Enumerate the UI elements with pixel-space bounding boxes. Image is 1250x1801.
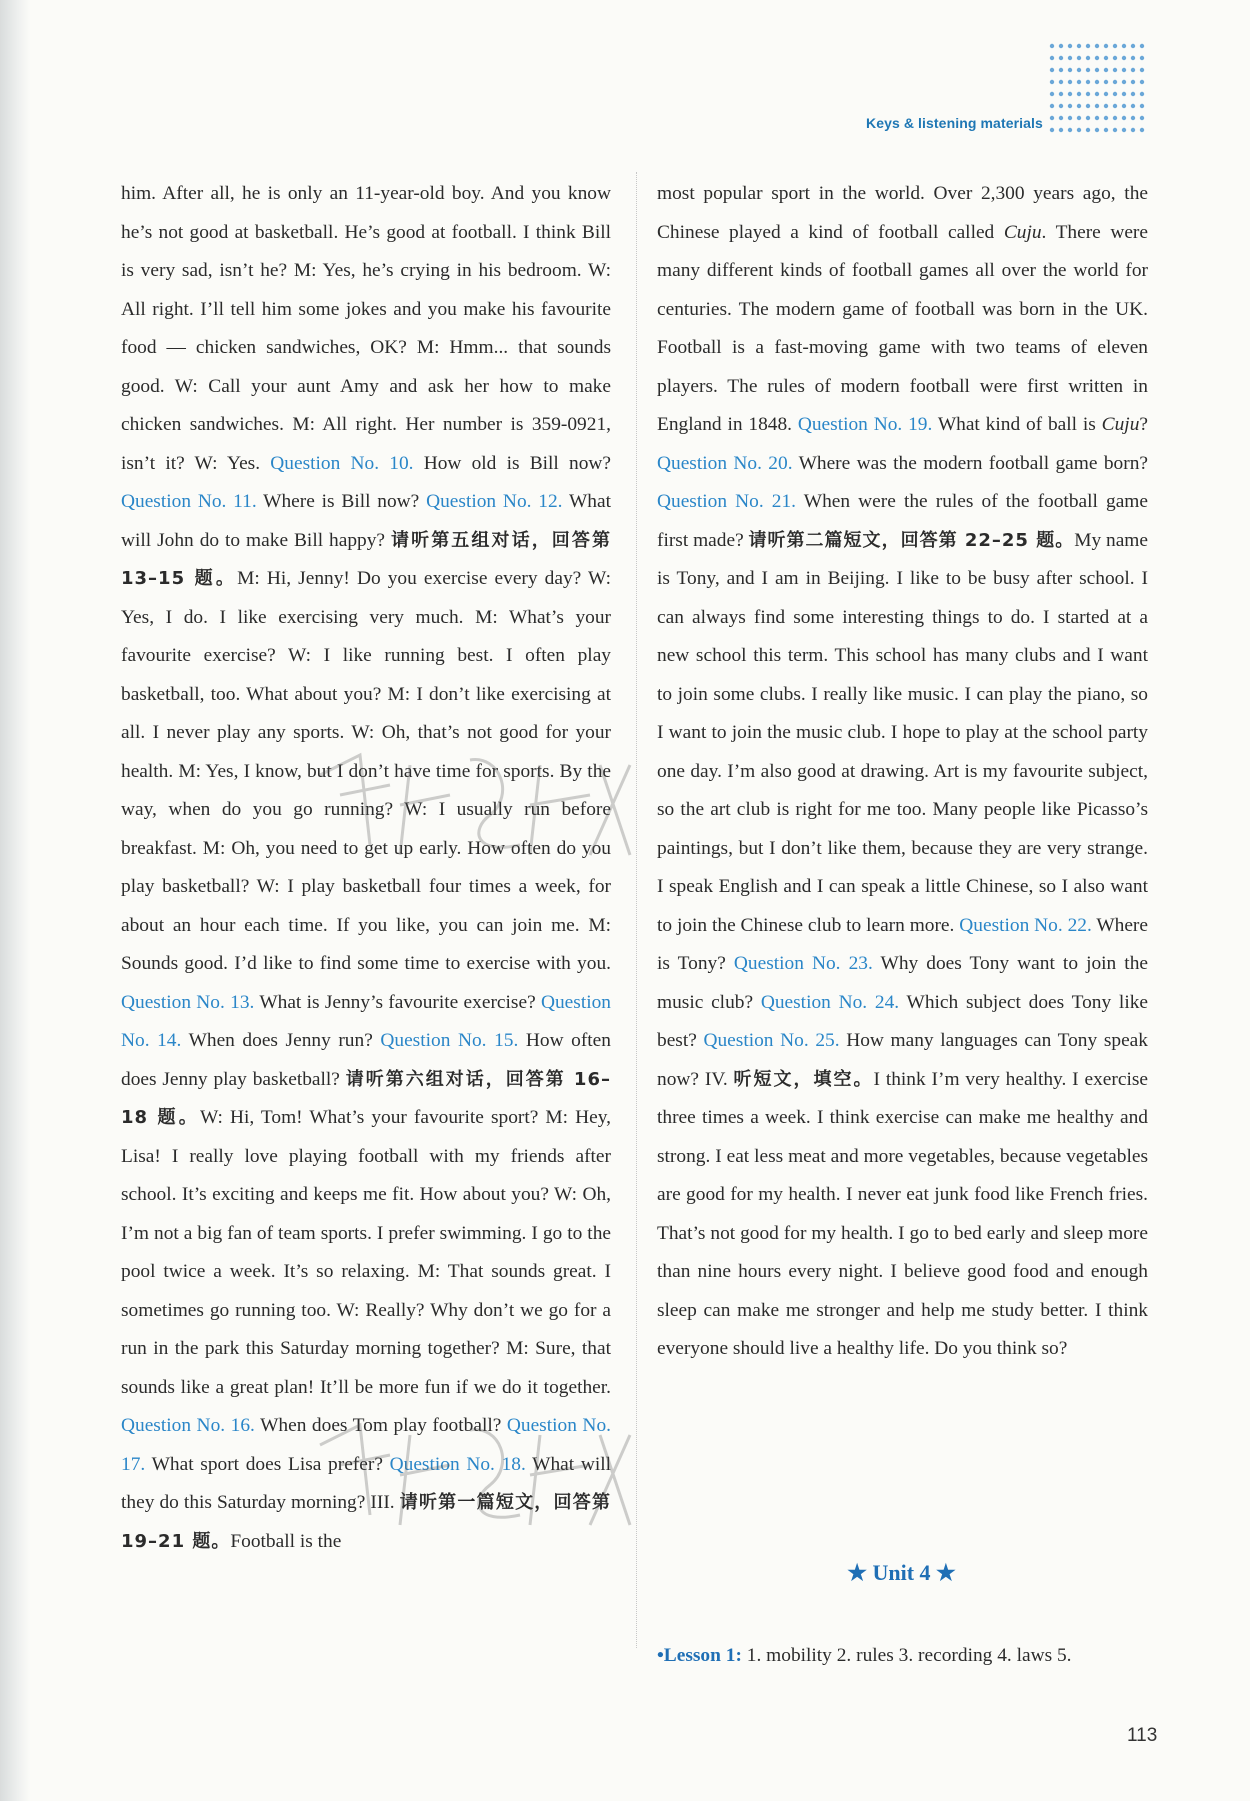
- decorative-dot: [1077, 116, 1081, 120]
- decorative-dot: [1113, 104, 1117, 108]
- decorative-dot: [1104, 116, 1108, 120]
- question-label: Question No. 15.: [380, 1030, 519, 1051]
- decorative-dot: [1050, 92, 1054, 96]
- unit-title: ★ Unit 4 ★: [847, 1560, 956, 1585]
- decorative-dot: [1131, 116, 1135, 120]
- transcript-text: . There were many different kinds of football games all over the world for centuries. The modern game of football was born in the UK. Football is a fast-moving game with two teams of eleven players. The rules of modern football were first written in England in 1848.: [657, 221, 1148, 435]
- transcript-text: I think I’m very healthy. I exercise three times a week. I think exercise can make me healthy and strong. I eat less meat and more vegetables, because vegetables are good for my health. I never eat junk food like French fries. That’s not good for my health. I go to bed early and sleep more than nine hours every night. I believe good food and enough sleep can make me stronger and help me study better. I think everyone should live a healthy life. Do you think so?: [657, 1068, 1148, 1359]
- decorative-dot: [1077, 44, 1081, 48]
- question-label: Question No. 25.: [703, 1030, 840, 1051]
- decorative-dot: [1059, 56, 1063, 60]
- decorative-dot: [1095, 128, 1099, 132]
- lesson-answers: [657, 1637, 1148, 1675]
- decorative-dot: [1122, 80, 1126, 84]
- decorative-dot: [1140, 92, 1144, 96]
- question-label: Question No. 12.: [426, 491, 563, 512]
- decorative-dot: [1122, 116, 1126, 120]
- decorative-dot: [1068, 104, 1072, 108]
- decorative-dot: [1077, 56, 1081, 60]
- decorative-dot: [1095, 68, 1099, 72]
- decorative-dot: [1122, 92, 1126, 96]
- decorative-dot: [1077, 80, 1081, 84]
- decorative-dot: [1086, 128, 1090, 132]
- header-label: Keys & listening materials: [866, 115, 1043, 131]
- section-instruction: 请听第一篇短文，回答第 19–21 题。: [121, 1492, 611, 1552]
- decorative-dot: [1086, 44, 1090, 48]
- page-number: 113: [1127, 1725, 1158, 1746]
- transcript-text: W: Hi, Tom! What’s your favourite sport? M: Hey, Lisa! I really love playing football with my friends after school. It’s exciting and keeps me fit. How about you? W: Oh, I’m not a big fan of team sports. I prefer swimming. I go to the pool twice a week. It’s so relaxing. M: That sounds great. I sometimes go running too. W: Really? Why don’t we go for a run in the park this Saturday morning together? M: Sure, that sounds like a great plan! It’ll be more fun if we do it together.: [121, 1107, 611, 1398]
- decorative-dot: [1140, 44, 1144, 48]
- transcript-text: M: Hi, Jenny! Do you exercise every day? W: Yes, I do. I like exercising very much. M: What’s your favourite exercise? W: I like running best. I often play basketball, too. What about you? M: I don’t like exercising at all. I never play any sports. W: Oh, that’s not good for your health. M: Yes, I know, but I don’t have time for sports. By the way, when do you go running? W: I usually run before breakfast. M: Oh, you need to get up early. How often do you play basketball? W: I play basketball four times a week, for about an hour each time. If you like, you can join me. M: Sounds good. I’d like to find some time to exercise with you.: [121, 568, 611, 974]
- transcript-text: III.: [370, 1492, 400, 1513]
- decorative-dot: [1050, 104, 1054, 108]
- question-label: Question No. 22.: [959, 914, 1092, 936]
- decorative-dot: [1059, 128, 1063, 132]
- decorative-dot: [1050, 128, 1054, 132]
- decorative-dot: [1122, 56, 1126, 60]
- decorative-dot: [1113, 128, 1117, 132]
- question-label: Question No. 16.: [121, 1415, 255, 1436]
- decorative-dot: [1131, 104, 1135, 108]
- decorative-dot: [1113, 44, 1117, 48]
- section-instruction: 听短文，填空。: [733, 1068, 874, 1090]
- decorative-dot: [1077, 92, 1081, 96]
- decorative-dot: [1104, 80, 1108, 84]
- decorative-dot: [1122, 104, 1126, 108]
- decorative-dot: [1113, 116, 1117, 120]
- question-label: Question No. 13.: [121, 991, 255, 1013]
- decorative-dot: [1086, 116, 1090, 120]
- decorative-dot: [1059, 92, 1063, 96]
- transcript-text: him. After all, he is only an 11-year-old boy. And you know he’s not good at basketball. He’s good at football. I think Bill is very sad, isn’t he? M: Yes, he’s crying in his bedroom. W: All right. I’ll tell him some jokes and you make his favourite food — chicken sandwiches, OK? M: Hmm... that sounds good. W: Call your aunt Amy and ask her how to make chicken sandwiches. M: All right. Her number is 359-0921, isn’t it? W: Yes.: [121, 183, 611, 474]
- italic-term: Cuju: [1003, 221, 1042, 243]
- lesson-label: Lesson 1:: [663, 1645, 742, 1666]
- transcript-text: How old is Bill now?: [413, 452, 612, 474]
- decorative-dot: [1077, 128, 1081, 132]
- decorative-dot: [1104, 128, 1108, 132]
- transcript-text: ?: [1139, 414, 1148, 435]
- transcript-text: Where is Tony?: [657, 914, 1148, 974]
- decorative-dot: [1140, 104, 1144, 108]
- decorative-dot: [1050, 44, 1054, 48]
- question-label: Question No. 11.: [121, 491, 257, 512]
- decorative-dot: [1086, 104, 1090, 108]
- decorative-dot: [1104, 68, 1108, 72]
- decorative-dot: [1068, 116, 1072, 120]
- decorative-dot: [1095, 116, 1099, 120]
- decorative-dot: [1104, 44, 1108, 48]
- decorative-dot: [1095, 104, 1099, 108]
- decorative-dot: [1050, 68, 1054, 72]
- question-label: Question No. 20.: [657, 452, 793, 474]
- column-divider: [636, 172, 637, 1648]
- decorative-dot: [1068, 44, 1072, 48]
- question-label: Question No. 18.: [389, 1453, 526, 1475]
- decorative-dot: [1086, 92, 1090, 96]
- transcript-text: What sport does Lisa prefer?: [145, 1453, 390, 1475]
- lesson-bullet: •: [657, 1645, 664, 1666]
- question-label: Question No. 10.: [270, 452, 414, 474]
- transcript-text: Why does Tony want to join the music club?: [657, 953, 1148, 1013]
- transcript-text: Which subject does Tony like best?: [657, 991, 1149, 1051]
- question-label: Question No. 19.: [797, 414, 933, 435]
- decorative-dot: [1140, 116, 1144, 120]
- decorative-dot: [1113, 92, 1117, 96]
- decorative-dot: [1122, 68, 1126, 72]
- decorative-dot: [1131, 68, 1135, 72]
- decorative-dot: [1059, 104, 1063, 108]
- question-label: Question No. 21.: [657, 491, 797, 512]
- section-instruction: 请听第五组对话，回答第 13–15 题。: [121, 529, 612, 589]
- decorative-dot: [1050, 116, 1054, 120]
- decorative-dot: [1095, 92, 1099, 96]
- decorative-dot: [1095, 56, 1099, 60]
- decorative-dot: [1140, 80, 1144, 84]
- question-label: Question No. 14.: [121, 991, 611, 1051]
- decorative-dot: [1068, 92, 1072, 96]
- left-column-text: [121, 175, 611, 1561]
- transcript-text: My name is Tony, and I am in Beijing. I like to be busy after school. I can always find some interesting things to do. I started at a new school this term. This school has many clubs and I want to join some clubs. I really like music. I can play the piano, so I want to join the music club. I hope to play at the school party one day. I’m also good at drawing. Art is my favourite subject, so the art club is right for me too. Many people like Picasso’s paintings, but I don’t like them, because they are very strange. I speak English and I can speak a little Chinese, so I also want to join the Chinese club to learn more.: [657, 529, 1148, 936]
- lesson-answer-text: 1. mobility 2. rules 3. recording 4. laws 5.: [741, 1645, 1072, 1666]
- decorative-dot: [1122, 44, 1126, 48]
- decorative-dot: [1104, 56, 1108, 60]
- decorative-dot: [1086, 56, 1090, 60]
- transcript-text: What will John do to make Bill happy?: [121, 491, 611, 551]
- decorative-dot: [1140, 128, 1144, 132]
- transcript-text: When does Tom play football?: [254, 1415, 507, 1436]
- decorative-dot: [1131, 92, 1135, 96]
- transcript-text: When does Jenny run?: [181, 1030, 381, 1051]
- decorative-dot: [1131, 56, 1135, 60]
- decorative-dot: [1113, 68, 1117, 72]
- right-column-text: [657, 175, 1148, 1369]
- decorative-dot: [1104, 92, 1108, 96]
- question-label: Question No. 24.: [760, 991, 900, 1013]
- decorative-dot: [1113, 56, 1117, 60]
- decorative-dot: [1086, 80, 1090, 84]
- transcript-text: How often does Jenny play basketball?: [121, 1030, 611, 1090]
- transcript-text: most popular sport in the world. Over 2,300 years ago, the Chinese played a kind of football called: [657, 183, 1148, 243]
- decorative-dot: [1086, 68, 1090, 72]
- decorative-dot: [1122, 128, 1126, 132]
- question-label: Question No. 17.: [121, 1415, 611, 1475]
- left-column: [121, 175, 611, 1561]
- decorative-dot: [1131, 128, 1135, 132]
- decorative-dot: [1068, 68, 1072, 72]
- decorative-dot: [1068, 80, 1072, 84]
- decorative-dot: [1077, 68, 1081, 72]
- transcript-text: How many languages can Tony speak now?: [657, 1030, 1148, 1090]
- transcript-text: IV.: [704, 1068, 734, 1090]
- decorative-dot: [1077, 104, 1081, 108]
- decorative-dot: [1059, 44, 1063, 48]
- decorative-dot: [1095, 44, 1099, 48]
- decorative-dot: [1059, 68, 1063, 72]
- decorative-dot: [1050, 56, 1054, 60]
- transcript-text: Football is the: [230, 1530, 342, 1552]
- transcript-text: What is Jenny’s favourite exercise?: [254, 991, 541, 1013]
- decorative-dot: [1113, 80, 1117, 84]
- transcript-text: Where was the modern football game born?: [792, 452, 1148, 474]
- decorative-dot: [1131, 80, 1135, 84]
- decorative-dot: [1059, 80, 1063, 84]
- decorative-dot: [1140, 56, 1144, 60]
- right-column: [657, 175, 1148, 1369]
- italic-term: Cuju: [1101, 414, 1140, 435]
- transcript-text: What kind of ball is: [932, 414, 1102, 435]
- decorative-dot: [1104, 104, 1108, 108]
- decorative-dot: [1059, 116, 1063, 120]
- section-instruction: 请听第二篇短文，回答第 22–25 题。: [748, 529, 1075, 551]
- dot-grid-decoration: [1048, 42, 1148, 136]
- transcript-text: What will they do this Saturday morning?: [121, 1453, 611, 1513]
- decorative-dot: [1131, 44, 1135, 48]
- decorative-dot: [1068, 128, 1072, 132]
- decorative-dot: [1068, 56, 1072, 60]
- section-instruction: 请听第六组对话，回答第 16–18 题。: [121, 1068, 611, 1128]
- transcript-text: Where is Bill now?: [256, 491, 427, 512]
- decorative-dot: [1050, 80, 1054, 84]
- decorative-dot: [1140, 68, 1144, 72]
- scan-edge: [0, 0, 30, 1801]
- question-label: Question No. 23.: [733, 953, 873, 974]
- decorative-dot: [1095, 80, 1099, 84]
- transcript-text: When were the rules of the football game first made?: [657, 491, 1148, 551]
